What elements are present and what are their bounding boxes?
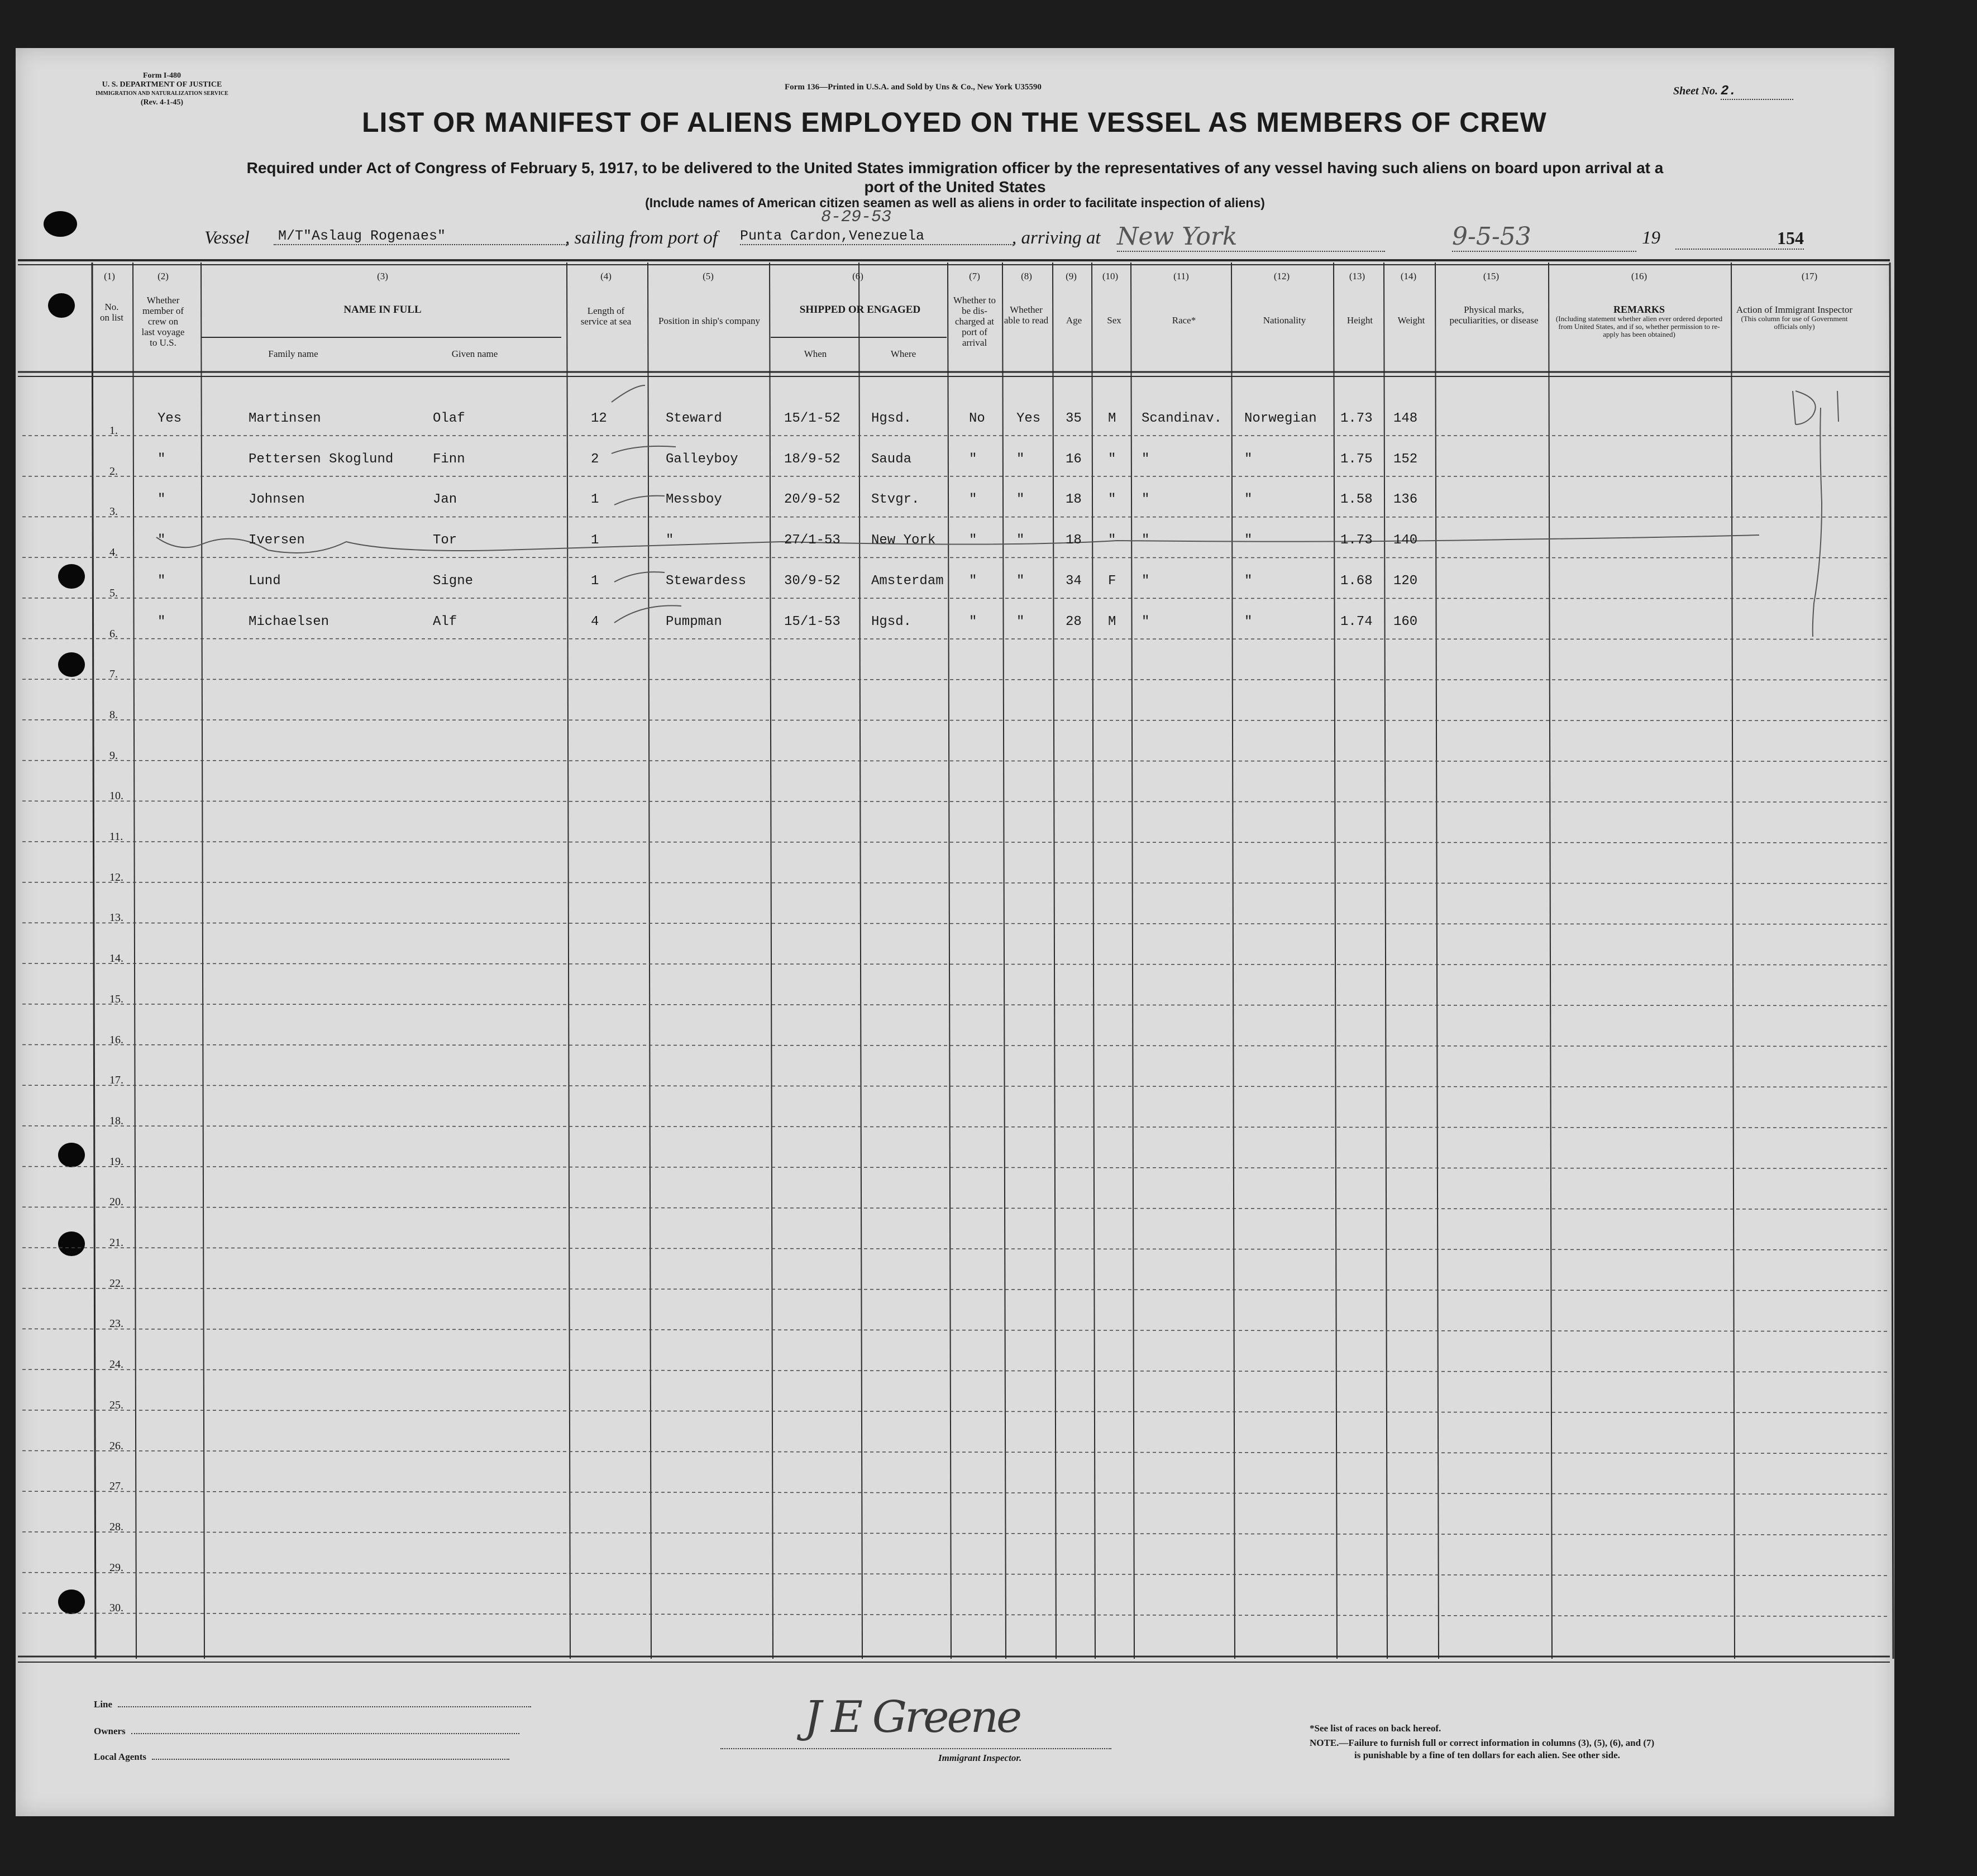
include-note: (Include names of American citizen seamen as well as aliens in order to facilitate inspection of aliens) [645,195,1265,210]
cell-sex: M [1108,614,1116,629]
cell-age: 28 [1066,614,1082,629]
header-family-name: Family name [268,349,318,359]
cell-shipped-when: 15/1-52 [784,411,841,426]
row-number: 28. [109,1520,123,1533]
cell-shipped-where: Sauda [871,451,912,467]
row-number: 29. [109,1561,123,1574]
inspector-label: Immigrant Inspector. [938,1753,1022,1763]
column-number: (11) [1173,271,1189,281]
header-where: Where [890,349,916,359]
cell-position: Steward [666,411,722,426]
row-number: 12. [109,871,123,884]
cell-height: 1.73 [1340,411,1373,426]
row-number: 24. [109,1358,123,1371]
cell-sex: " [1108,492,1116,508]
cell-sex: " [1108,451,1116,467]
cell-nationality: " [1244,492,1253,508]
cell-race: " [1142,492,1150,508]
arriving-place: New York [1117,222,1385,252]
cell-shipped-where: Stvgr. [871,492,920,508]
cell-position: Galleyboy [666,451,738,467]
header-physical-marks: Physical marks, peculiarities, or disease [1449,304,1539,326]
row-number: 9. [109,749,118,762]
sailing-label: , sailing from port of [565,228,718,248]
cell-discharged: " [969,451,977,467]
cell-position: Messboy [666,492,722,508]
column-number: (13) [1349,271,1365,281]
header-sex: Sex [1107,315,1121,326]
header-name-in-full: NAME IN FULL [343,304,422,316]
port-name: Punta Cardon,Venezuela [740,228,1014,245]
cell-height: 1.73 [1340,533,1373,548]
cell-family-name: Michaelsen [249,614,330,629]
cell-service-length: 4 [591,614,599,629]
header-shipped-engaged: SHIPPED OR ENGAGED [799,304,921,316]
column-number: (5) [703,271,714,281]
cell-height: 1.58 [1340,492,1373,508]
cell-shipped-where: Hgsd. [871,614,912,629]
row-number: 16. [109,1033,123,1046]
cell-service-length: 1 [591,573,599,589]
vessel-label: Vessel [204,228,250,248]
header-length-of-service: Length of service at sea [580,305,632,327]
cell-weight: 140 [1393,533,1418,548]
form-id-block: Form I-480 U. S. DEPARTMENT OF JUSTICE IMMIGRATION AND NATURALIZATION SERVICE (Rev. 4-1-45) [95,71,228,107]
cell-shipped-where: Amsterdam [871,573,944,589]
cell-discharged: No [969,411,985,426]
header-last-voyage: Whether member of crew on last voyage to U.S. [141,295,185,348]
row-number: 8. [109,708,118,721]
cell-nationality: " [1244,451,1253,467]
cell-family-name: Iversen [249,533,305,548]
row-number: 13. [109,911,123,924]
races-note: *See list of races on back hereof. [1310,1723,1441,1734]
cell-discharged: " [969,533,977,548]
column-number: (14) [1400,271,1417,281]
column-number: (10) [1102,271,1119,281]
owners-label: Owners [94,1726,519,1737]
cell-sex: M [1108,411,1116,426]
row-number: 2. [109,465,118,478]
year-label: 19 [1642,228,1660,248]
cell-family-name: Johnsen [249,492,305,508]
header-remarks: REMARKS (Including statement whether alien ever ordered deported from United States, and if so, whether permission to re-apply has been obtained) [1555,304,1723,338]
cell-last-voyage: Yes [157,411,182,426]
cell-able-to-read: " [1016,451,1025,467]
cell-given-name: Finn [433,451,465,467]
row-number: 7. [109,668,118,681]
cell-position: Stewardess [666,573,747,589]
cell-nationality: " [1244,533,1253,548]
row-number: 25. [109,1398,123,1411]
column-number: (9) [1066,271,1077,281]
row-number: 26. [109,1439,123,1452]
row-number: 18. [109,1114,123,1127]
column-number: (4) [600,271,612,281]
cell-sex: " [1108,533,1116,548]
cell-discharged: " [969,573,977,589]
row-number: 10. [109,790,123,803]
header-able-to-read: Whether able to read [1004,304,1049,326]
column-number: (1) [104,271,115,281]
cell-nationality: Norwegian [1244,411,1317,426]
column-number: (7) [969,271,980,281]
cell-given-name: Jan [433,492,457,508]
cell-able-to-read: " [1016,533,1025,548]
row-number: 22. [109,1277,123,1290]
row-number: 19. [109,1155,123,1168]
cell-age: 34 [1066,573,1082,589]
cell-shipped-when: 20/9-52 [784,492,841,508]
fine-note: NOTE.—Failure to furnish full or correct information in columns (3), (5), (6), and (7) is punishable by a fine of ten dollars for each alien. See other side. [1310,1737,1655,1760]
header-height: Height [1346,315,1373,326]
column-number: (6) [852,271,863,281]
cell-height: 1.68 [1340,573,1373,589]
printer-line: Form 136—Printed in U.S.A. and Sold by Uns & Co., New York U35590 [785,83,1042,92]
cell-able-to-read: " [1016,492,1025,508]
signature-line [720,1748,1111,1749]
header-given-name: Given name [451,349,498,359]
header-position: Position in ship's company [658,316,761,326]
row-number: 21. [109,1237,123,1249]
row-number: 30. [109,1602,123,1615]
cell-last-voyage: " [157,492,166,508]
cell-service-length: 1 [591,492,599,508]
header-race: Race* [1172,315,1196,326]
cell-shipped-when: 18/9-52 [784,451,841,467]
cell-race: Scandinav. [1142,411,1223,426]
cell-last-voyage: " [157,533,166,548]
cell-age: 18 [1066,533,1082,548]
cell-age: 18 [1066,492,1082,508]
row-number: 5. [109,586,118,599]
arriving-label: , arriving at [1012,228,1101,248]
column-number: (17) [1801,271,1818,281]
cell-given-name: Signe [433,573,474,589]
row-number: 11. [109,830,123,843]
column-number: (16) [1631,271,1648,281]
local-agents-label: Local Agents [94,1751,509,1763]
row-number: 23. [109,1318,123,1330]
year-value: 154 [1675,228,1804,250]
column-number: (15) [1483,271,1500,281]
column-number: (8) [1021,271,1032,281]
row-number: 17. [109,1074,123,1087]
cell-given-name: Tor [433,533,457,548]
cell-shipped-when: 30/9-52 [784,573,841,589]
header-nationality: Nationality [1263,315,1306,326]
cell-last-voyage: " [157,614,166,629]
row-number: 3. [109,505,118,518]
cell-age: 16 [1066,451,1082,467]
row-number: 27. [109,1480,123,1493]
cell-height: 1.74 [1340,614,1373,629]
cell-race: " [1142,451,1150,467]
row-number: 1. [109,424,118,437]
inspector-signature: J E Greene [804,1692,1020,1743]
header-discharged: Whether to be dis- charged at port of arrival [953,295,996,348]
cell-weight: 152 [1393,451,1418,467]
cell-shipped-when: 27/1-53 [784,533,841,548]
cell-position: " [666,533,674,548]
sheet-number: Sheet No. 2. [1673,84,1793,100]
cell-race: " [1142,614,1150,629]
header-age: Age [1066,315,1082,326]
cell-last-voyage: " [157,451,166,467]
cell-able-to-read: Yes [1016,411,1041,426]
cell-nationality: " [1244,614,1253,629]
column-number: (12) [1273,271,1290,281]
cell-service-length: 2 [591,451,599,467]
cell-able-to-read: " [1016,614,1025,629]
vessel-name: M/T"Aslaug Rogenaes" [274,228,569,245]
cell-weight: 136 [1393,492,1418,508]
cell-race: " [1142,533,1150,548]
cell-given-name: Olaf [433,411,465,426]
cell-service-length: 12 [591,411,607,426]
page-title: LIST OR MANIFEST OF ALIENS EMPLOYED ON THE VESSEL AS MEMBERS OF CREW [362,107,1547,138]
cell-able-to-read: " [1016,573,1025,589]
column-number: (2) [157,271,169,281]
cell-weight: 160 [1393,614,1418,629]
cell-height: 1.75 [1340,451,1373,467]
cell-service-length: 1 [591,533,599,548]
cell-sex: F [1108,573,1116,589]
cell-weight: 120 [1393,573,1418,589]
header-inspector-action: Action of Immigrant Inspector (This column for use of Government officials only) [1736,304,1853,331]
column-number: (3) [377,271,388,281]
cell-shipped-where: Hgsd. [871,411,912,426]
cell-family-name: Martinsen [249,411,321,426]
header-no-on-list: No. on list [99,302,124,323]
cell-last-voyage: " [157,573,166,589]
cell-family-name: Pettersen Skoglund [249,451,394,467]
header-when: When [804,349,827,359]
cell-weight: 148 [1393,411,1418,426]
cell-nationality: " [1244,573,1253,589]
row-number: 20. [109,1196,123,1209]
requirement-text: Required under Act of Congress of February 5, 1917, to be delivered to the United States immigration officer by the representatives of any vessel having such aliens on board upon arrival at a port of the United States [246,159,1664,195]
cell-family-name: Lund [249,573,281,589]
row-number: 4. [109,546,118,559]
cell-position: Pumpman [666,614,722,629]
cell-given-name: Alf [433,614,457,629]
header-weight: Weight [1397,315,1425,326]
arriving-date: 9-5-53 [1452,222,1636,252]
cell-race: " [1142,573,1150,589]
cell-discharged: " [969,492,977,508]
row-number: 15. [109,992,123,1005]
row-number: 14. [109,952,123,965]
cell-age: 35 [1066,411,1082,426]
cell-shipped-where: New York [871,533,936,548]
line-label: Line [94,1699,531,1710]
row-number: 6. [109,627,118,640]
sailing-date: 8-29-53 [821,208,892,227]
cell-shipped-when: 15/1-53 [784,614,841,629]
cell-discharged: " [969,614,977,629]
